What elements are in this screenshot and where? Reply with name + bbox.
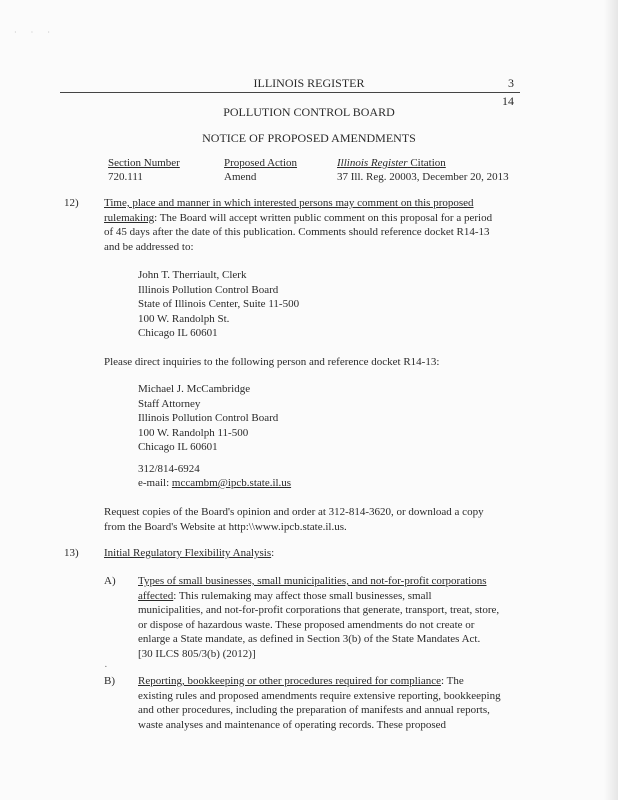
item12-line2: : The Board will accept written public comment on this proposal for a period bbox=[154, 211, 493, 224]
contact-address bbox=[138, 382, 278, 455]
address-line: John T. Therriault, Clerk bbox=[138, 269, 247, 281]
header-rule bbox=[60, 92, 520, 93]
item13-heading bbox=[104, 546, 274, 561]
table-cell-action: Amend bbox=[224, 171, 257, 183]
b-heading: Reporting, bookkeeping or other procedures required for compliance bbox=[138, 675, 442, 687]
contact-phone: 312/814-6924 bbox=[138, 463, 200, 475]
request-line: from the Board's Website at http:\\www.ipcb.state.il.us. bbox=[104, 520, 347, 533]
b-line1: : The bbox=[441, 675, 464, 687]
item12-line4: and be addressed to: bbox=[104, 240, 194, 253]
request-line: Request copies of the Board's opinion and order at 312-814-3620, or download a copy bbox=[104, 506, 484, 518]
page-number-sub: 14 bbox=[502, 94, 514, 108]
page-edge-shadow bbox=[604, 0, 618, 800]
address-line: 100 W. Randolph 11-500 bbox=[138, 426, 249, 439]
item13-b-label: B) bbox=[104, 675, 115, 687]
table-head-action: Proposed Action bbox=[224, 157, 298, 169]
email-label: e-mail: bbox=[138, 477, 172, 489]
address-line: State of Illinois Center, Suite 11-500 bbox=[138, 298, 300, 311]
b-line3: and other procedures, including the preparation of manifests and annual reports, bbox=[138, 704, 490, 717]
table-cell-citation: 37 Ill. Reg. 20003, December 20, 2013 bbox=[337, 171, 509, 183]
item13-b-paragraph bbox=[138, 674, 501, 732]
item12-number: 12) bbox=[64, 197, 79, 209]
b-line2: existing rules and proposed amendments require extensive reporting, bookkeeping bbox=[138, 689, 501, 702]
item12-heading-2: rulemaking bbox=[104, 211, 155, 224]
email-link[interactable]: mccambm@ipcb.state.il.us bbox=[171, 477, 292, 489]
a-line5: enlarge a State mandate, as defined in Section 3(b) of the State Mandates Act. bbox=[138, 633, 481, 646]
a-heading-1: Types of small businesses, small municipalities, and not-for-profit corporations bbox=[138, 575, 487, 587]
a-heading-2: affected bbox=[138, 589, 174, 602]
request-paragraph bbox=[104, 505, 484, 534]
citation-italic: Illinois Register bbox=[337, 157, 408, 169]
item13-colon: : bbox=[271, 547, 275, 559]
item12-heading-1: Time, place and manner in which interested persons may comment on this proposed bbox=[104, 197, 474, 209]
address-line: Chicago IL 60601 bbox=[138, 327, 218, 340]
item13-a-label: A) bbox=[104, 575, 116, 587]
a-line4: or dispose of hazardous waste. These proposed amendments do not create or bbox=[138, 618, 475, 631]
register-title-text: ILLINOIS REGISTER bbox=[253, 76, 365, 90]
stray-dot: · bbox=[104, 661, 108, 673]
inquiries-line: Please direct inquiries to the following person and reference docket R14-13: bbox=[104, 356, 440, 368]
agency-title: POLLUTION CONTROL BOARD bbox=[223, 105, 395, 119]
a-line3: municipalities, and not-for-profit corporations that generate, transport, treat, store, bbox=[138, 604, 500, 617]
address-line: Illinois Pollution Control Board bbox=[138, 283, 279, 296]
address-line: Illinois Pollution Control Board bbox=[138, 412, 279, 425]
a-line6: [30 ILCS 805/3(b) (2012)] bbox=[138, 647, 256, 660]
item13-a-paragraph bbox=[138, 574, 499, 662]
address-line: 100 W. Randolph St. bbox=[138, 312, 230, 325]
b-line4: waste analyses and maintenance of operating records. These proposed bbox=[138, 718, 446, 731]
citation-rest: Citation bbox=[407, 157, 446, 169]
register-title bbox=[0, 76, 618, 91]
table-head-section: Section Number bbox=[108, 157, 180, 169]
notice-title: NOTICE OF PROPOSED AMENDMENTS bbox=[202, 131, 416, 145]
page-number: 3 bbox=[508, 76, 514, 90]
item13-heading-text: Initial Regulatory Flexibility Analysis bbox=[104, 547, 272, 559]
a-line2: : This rulemaking may affect those small businesses, small bbox=[173, 589, 432, 602]
address-line: Staff Attorney bbox=[138, 397, 201, 410]
scan-marks: · · · bbox=[14, 28, 56, 37]
contact-email-row bbox=[138, 476, 291, 491]
item12-line3: of 45 days after the date of this publication. Comments should reference docket R14-13 bbox=[104, 226, 490, 239]
address-line: Chicago IL 60601 bbox=[138, 441, 218, 454]
table-head-citation bbox=[337, 157, 446, 169]
address-line: Michael J. McCambridge bbox=[138, 383, 251, 395]
clerk-address bbox=[138, 268, 299, 341]
item12-paragraph bbox=[104, 196, 492, 254]
item13-number: 13) bbox=[64, 547, 79, 559]
table-cell-section: 720.111 bbox=[108, 171, 143, 183]
